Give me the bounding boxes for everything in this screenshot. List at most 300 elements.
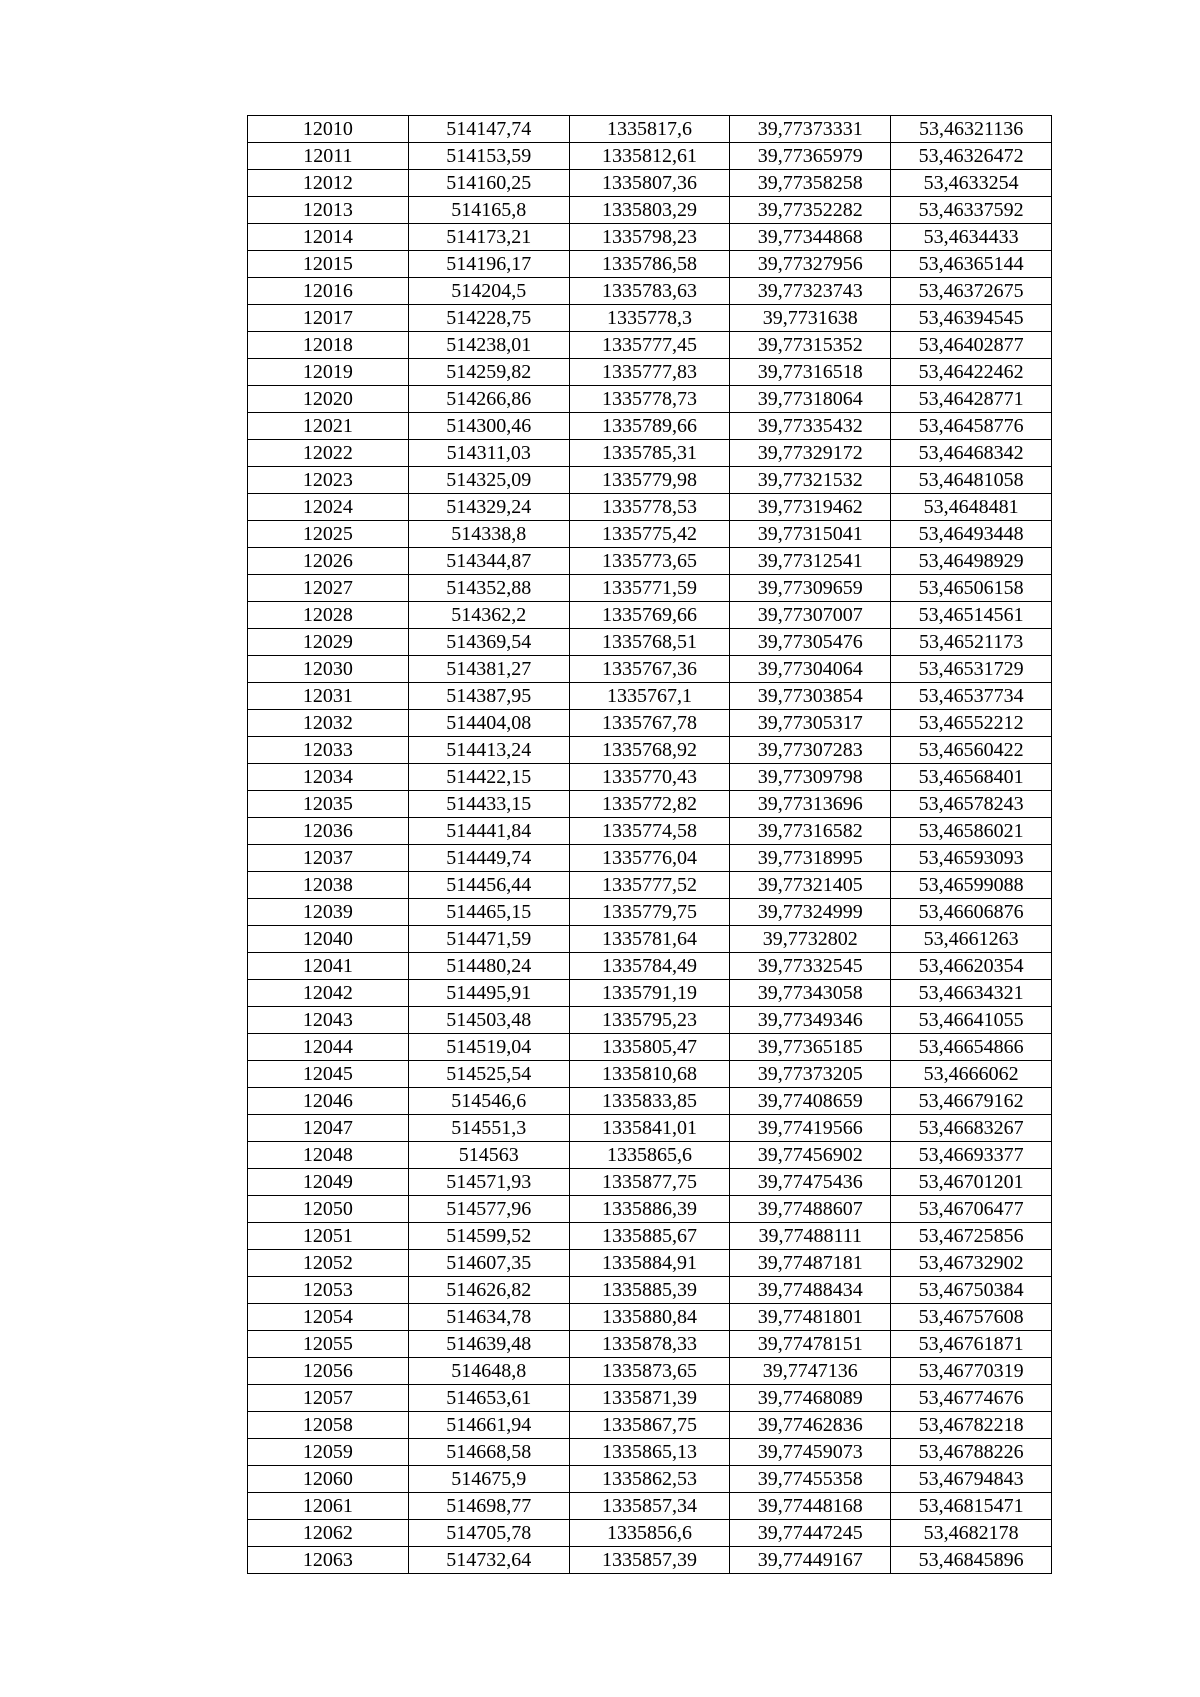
table-row (248, 386, 1052, 413)
latitude-cell: 53,46337592 (891, 197, 1052, 224)
table-row (248, 467, 1052, 494)
x-coordinate-cell: 514329,24 (408, 494, 569, 521)
point-number-cell: 12053 (248, 1277, 409, 1304)
point-number-cell: 12046 (248, 1088, 409, 1115)
latitude-cell: 53,46782218 (891, 1412, 1052, 1439)
longitude-cell: 39,77321532 (730, 467, 891, 494)
table-row (248, 872, 1052, 899)
latitude-cell: 53,46732902 (891, 1250, 1052, 1277)
y-coordinate-cell: 1335857,34 (569, 1493, 730, 1520)
x-coordinate-cell: 514325,09 (408, 467, 569, 494)
x-coordinate-cell: 514495,91 (408, 980, 569, 1007)
longitude-cell: 39,77349346 (730, 1007, 891, 1034)
y-coordinate-cell: 1335865,13 (569, 1439, 730, 1466)
point-number-cell: 12044 (248, 1034, 409, 1061)
point-number-cell: 12038 (248, 872, 409, 899)
latitude-cell: 53,46815471 (891, 1493, 1052, 1520)
table-row (248, 1358, 1052, 1385)
longitude-cell: 39,77478151 (730, 1331, 891, 1358)
y-coordinate-cell: 1335833,85 (569, 1088, 730, 1115)
x-coordinate-cell: 514441,84 (408, 818, 569, 845)
x-coordinate-cell: 514675,9 (408, 1466, 569, 1493)
x-coordinate-cell: 514668,58 (408, 1439, 569, 1466)
point-number-cell: 12017 (248, 305, 409, 332)
x-coordinate-cell: 514465,15 (408, 899, 569, 926)
point-number-cell: 12041 (248, 953, 409, 980)
table-row (248, 764, 1052, 791)
latitude-cell: 53,46521173 (891, 629, 1052, 656)
point-number-cell: 12030 (248, 656, 409, 683)
point-number-cell: 12040 (248, 926, 409, 953)
table-row (248, 1034, 1052, 1061)
longitude-cell: 39,77488434 (730, 1277, 891, 1304)
point-number-cell: 12048 (248, 1142, 409, 1169)
y-coordinate-cell: 1335798,23 (569, 224, 730, 251)
x-coordinate-cell: 514413,24 (408, 737, 569, 764)
longitude-cell: 39,77309659 (730, 575, 891, 602)
x-coordinate-cell: 514433,15 (408, 791, 569, 818)
x-coordinate-cell: 514456,44 (408, 872, 569, 899)
table-row (248, 1196, 1052, 1223)
y-coordinate-cell: 1335767,36 (569, 656, 730, 683)
point-number-cell: 12056 (248, 1358, 409, 1385)
point-number-cell: 12039 (248, 899, 409, 926)
x-coordinate-cell: 514705,78 (408, 1520, 569, 1547)
latitude-cell: 53,4682178 (891, 1520, 1052, 1547)
x-coordinate-cell: 514480,24 (408, 953, 569, 980)
x-coordinate-cell: 514311,03 (408, 440, 569, 467)
point-number-cell: 12014 (248, 224, 409, 251)
y-coordinate-cell: 1335785,31 (569, 440, 730, 467)
y-coordinate-cell: 1335784,49 (569, 953, 730, 980)
longitude-cell: 39,77327956 (730, 251, 891, 278)
x-coordinate-cell: 514563 (408, 1142, 569, 1169)
y-coordinate-cell: 1335773,65 (569, 548, 730, 575)
point-number-cell: 12020 (248, 386, 409, 413)
table-row (248, 197, 1052, 224)
x-coordinate-cell: 514369,54 (408, 629, 569, 656)
latitude-cell: 53,46493448 (891, 521, 1052, 548)
point-number-cell: 12034 (248, 764, 409, 791)
x-coordinate-cell: 514238,01 (408, 332, 569, 359)
y-coordinate-cell: 1335867,75 (569, 1412, 730, 1439)
longitude-cell: 39,77307007 (730, 602, 891, 629)
y-coordinate-cell: 1335812,61 (569, 143, 730, 170)
longitude-cell: 39,77352282 (730, 197, 891, 224)
longitude-cell: 39,77316582 (730, 818, 891, 845)
latitude-cell: 53,4633254 (891, 170, 1052, 197)
x-coordinate-cell: 514503,48 (408, 1007, 569, 1034)
latitude-cell: 53,46514561 (891, 602, 1052, 629)
point-number-cell: 12023 (248, 467, 409, 494)
x-coordinate-cell: 514571,93 (408, 1169, 569, 1196)
table-row (248, 1304, 1052, 1331)
y-coordinate-cell: 1335856,6 (569, 1520, 730, 1547)
table-row (248, 1088, 1052, 1115)
point-number-cell: 12036 (248, 818, 409, 845)
y-coordinate-cell: 1335783,63 (569, 278, 730, 305)
latitude-cell: 53,46394545 (891, 305, 1052, 332)
longitude-cell: 39,77462836 (730, 1412, 891, 1439)
table-row (248, 710, 1052, 737)
y-coordinate-cell: 1335778,73 (569, 386, 730, 413)
longitude-cell: 39,77332545 (730, 953, 891, 980)
table-row (248, 602, 1052, 629)
point-number-cell: 12063 (248, 1547, 409, 1574)
latitude-cell: 53,46402877 (891, 332, 1052, 359)
x-coordinate-cell: 514732,64 (408, 1547, 569, 1574)
latitude-cell: 53,4634433 (891, 224, 1052, 251)
point-number-cell: 12021 (248, 413, 409, 440)
point-number-cell: 12057 (248, 1385, 409, 1412)
latitude-cell: 53,46725856 (891, 1223, 1052, 1250)
longitude-cell: 39,77329172 (730, 440, 891, 467)
longitude-cell: 39,77324999 (730, 899, 891, 926)
y-coordinate-cell: 1335781,64 (569, 926, 730, 953)
table-row (248, 1466, 1052, 1493)
latitude-cell: 53,46498929 (891, 548, 1052, 575)
table-row (248, 656, 1052, 683)
table-row (248, 953, 1052, 980)
longitude-cell: 39,77456902 (730, 1142, 891, 1169)
y-coordinate-cell: 1335779,98 (569, 467, 730, 494)
longitude-cell: 39,77408659 (730, 1088, 891, 1115)
y-coordinate-cell: 1335769,66 (569, 602, 730, 629)
latitude-cell: 53,46683267 (891, 1115, 1052, 1142)
table-row (248, 629, 1052, 656)
latitude-cell: 53,4661263 (891, 926, 1052, 953)
longitude-cell: 39,77449167 (730, 1547, 891, 1574)
latitude-cell: 53,46794843 (891, 1466, 1052, 1493)
y-coordinate-cell: 1335775,42 (569, 521, 730, 548)
point-number-cell: 12028 (248, 602, 409, 629)
longitude-cell: 39,77447245 (730, 1520, 891, 1547)
point-number-cell: 12061 (248, 1493, 409, 1520)
longitude-cell: 39,77309798 (730, 764, 891, 791)
longitude-cell: 39,77319462 (730, 494, 891, 521)
point-number-cell: 12012 (248, 170, 409, 197)
latitude-cell: 53,46365144 (891, 251, 1052, 278)
point-number-cell: 12031 (248, 683, 409, 710)
latitude-cell: 53,4648481 (891, 494, 1052, 521)
table-row (248, 1223, 1052, 1250)
latitude-cell: 53,46701201 (891, 1169, 1052, 1196)
x-coordinate-cell: 514599,52 (408, 1223, 569, 1250)
y-coordinate-cell: 1335878,33 (569, 1331, 730, 1358)
point-number-cell: 12024 (248, 494, 409, 521)
table-row (248, 1412, 1052, 1439)
latitude-cell: 53,46788226 (891, 1439, 1052, 1466)
table-row (248, 1331, 1052, 1358)
x-coordinate-cell: 514228,75 (408, 305, 569, 332)
point-number-cell: 12047 (248, 1115, 409, 1142)
latitude-cell: 53,46706477 (891, 1196, 1052, 1223)
y-coordinate-cell: 1335805,47 (569, 1034, 730, 1061)
y-coordinate-cell: 1335771,59 (569, 575, 730, 602)
y-coordinate-cell: 1335789,66 (569, 413, 730, 440)
x-coordinate-cell: 514196,17 (408, 251, 569, 278)
point-number-cell: 12055 (248, 1331, 409, 1358)
longitude-cell: 39,77315352 (730, 332, 891, 359)
y-coordinate-cell: 1335777,83 (569, 359, 730, 386)
point-number-cell: 12060 (248, 1466, 409, 1493)
point-number-cell: 12018 (248, 332, 409, 359)
longitude-cell: 39,77321405 (730, 872, 891, 899)
table-row (248, 926, 1052, 953)
table-row (248, 737, 1052, 764)
y-coordinate-cell: 1335772,82 (569, 791, 730, 818)
longitude-cell: 39,77305476 (730, 629, 891, 656)
point-number-cell: 12037 (248, 845, 409, 872)
table-row (248, 170, 1052, 197)
y-coordinate-cell: 1335803,29 (569, 197, 730, 224)
x-coordinate-cell: 514153,59 (408, 143, 569, 170)
x-coordinate-cell: 514362,2 (408, 602, 569, 629)
latitude-cell: 53,46428771 (891, 386, 1052, 413)
point-number-cell: 12016 (248, 278, 409, 305)
table-row (248, 899, 1052, 926)
y-coordinate-cell: 1335885,67 (569, 1223, 730, 1250)
latitude-cell: 53,46757608 (891, 1304, 1052, 1331)
y-coordinate-cell: 1335810,68 (569, 1061, 730, 1088)
x-coordinate-cell: 514422,15 (408, 764, 569, 791)
table-row (248, 1520, 1052, 1547)
longitude-cell: 39,7731638 (730, 305, 891, 332)
x-coordinate-cell: 514519,04 (408, 1034, 569, 1061)
point-number-cell: 12050 (248, 1196, 409, 1223)
latitude-cell: 53,46560422 (891, 737, 1052, 764)
x-coordinate-cell: 514381,27 (408, 656, 569, 683)
y-coordinate-cell: 1335884,91 (569, 1250, 730, 1277)
point-number-cell: 12042 (248, 980, 409, 1007)
y-coordinate-cell: 1335786,58 (569, 251, 730, 278)
x-coordinate-cell: 514404,08 (408, 710, 569, 737)
point-number-cell: 12025 (248, 521, 409, 548)
y-coordinate-cell: 1335880,84 (569, 1304, 730, 1331)
longitude-cell: 39,77481801 (730, 1304, 891, 1331)
latitude-cell: 53,46654866 (891, 1034, 1052, 1061)
latitude-cell: 53,46506158 (891, 575, 1052, 602)
x-coordinate-cell: 514525,54 (408, 1061, 569, 1088)
latitude-cell: 53,46634321 (891, 980, 1052, 1007)
point-number-cell: 12029 (248, 629, 409, 656)
x-coordinate-cell: 514352,88 (408, 575, 569, 602)
x-coordinate-cell: 514259,82 (408, 359, 569, 386)
point-number-cell: 12033 (248, 737, 409, 764)
y-coordinate-cell: 1335857,39 (569, 1547, 730, 1574)
table-row (248, 143, 1052, 170)
x-coordinate-cell: 514661,94 (408, 1412, 569, 1439)
x-coordinate-cell: 514387,95 (408, 683, 569, 710)
x-coordinate-cell: 514653,61 (408, 1385, 569, 1412)
point-number-cell: 12062 (248, 1520, 409, 1547)
latitude-cell: 53,4666062 (891, 1061, 1052, 1088)
point-number-cell: 12059 (248, 1439, 409, 1466)
table-row (248, 1250, 1052, 1277)
table-row (248, 1439, 1052, 1466)
longitude-cell: 39,77344868 (730, 224, 891, 251)
longitude-cell: 39,77468089 (730, 1385, 891, 1412)
table-row (248, 1547, 1052, 1574)
table-row (248, 224, 1052, 251)
table-row (248, 305, 1052, 332)
point-number-cell: 12032 (248, 710, 409, 737)
y-coordinate-cell: 1335885,39 (569, 1277, 730, 1304)
y-coordinate-cell: 1335877,75 (569, 1169, 730, 1196)
latitude-cell: 53,46321136 (891, 116, 1052, 143)
point-number-cell: 12051 (248, 1223, 409, 1250)
latitude-cell: 53,46641055 (891, 1007, 1052, 1034)
table-row (248, 494, 1052, 521)
table-row (248, 791, 1052, 818)
y-coordinate-cell: 1335778,53 (569, 494, 730, 521)
x-coordinate-cell: 514266,86 (408, 386, 569, 413)
latitude-cell: 53,46593093 (891, 845, 1052, 872)
x-coordinate-cell: 514577,96 (408, 1196, 569, 1223)
point-number-cell: 12045 (248, 1061, 409, 1088)
table-row (248, 359, 1052, 386)
point-number-cell: 12054 (248, 1304, 409, 1331)
latitude-cell: 53,46750384 (891, 1277, 1052, 1304)
point-number-cell: 12043 (248, 1007, 409, 1034)
latitude-cell: 53,46531729 (891, 656, 1052, 683)
x-coordinate-cell: 514639,48 (408, 1331, 569, 1358)
y-coordinate-cell: 1335807,36 (569, 170, 730, 197)
point-number-cell: 12019 (248, 359, 409, 386)
table-row (248, 548, 1052, 575)
latitude-cell: 53,46693377 (891, 1142, 1052, 1169)
y-coordinate-cell: 1335791,19 (569, 980, 730, 1007)
latitude-cell: 53,46679162 (891, 1088, 1052, 1115)
table-row (248, 1277, 1052, 1304)
point-number-cell: 12010 (248, 116, 409, 143)
table-row (248, 1007, 1052, 1034)
longitude-cell: 39,77448168 (730, 1493, 891, 1520)
table-row (248, 278, 1052, 305)
longitude-cell: 39,77307283 (730, 737, 891, 764)
table-row (248, 251, 1052, 278)
longitude-cell: 39,77318995 (730, 845, 891, 872)
longitude-cell: 39,77304064 (730, 656, 891, 683)
x-coordinate-cell: 514344,87 (408, 548, 569, 575)
y-coordinate-cell: 1335871,39 (569, 1385, 730, 1412)
longitude-cell: 39,7747136 (730, 1358, 891, 1385)
x-coordinate-cell: 514648,8 (408, 1358, 569, 1385)
longitude-cell: 39,77305317 (730, 710, 891, 737)
y-coordinate-cell: 1335817,6 (569, 116, 730, 143)
longitude-cell: 39,77316518 (730, 359, 891, 386)
y-coordinate-cell: 1335795,23 (569, 1007, 730, 1034)
point-number-cell: 12027 (248, 575, 409, 602)
y-coordinate-cell: 1335768,51 (569, 629, 730, 656)
longitude-cell: 39,77315041 (730, 521, 891, 548)
x-coordinate-cell: 514338,8 (408, 521, 569, 548)
latitude-cell: 53,46481058 (891, 467, 1052, 494)
y-coordinate-cell: 1335778,3 (569, 305, 730, 332)
x-coordinate-cell: 514698,77 (408, 1493, 569, 1520)
table-row (248, 1493, 1052, 1520)
coordinates-table (247, 115, 1052, 1574)
y-coordinate-cell: 1335776,04 (569, 845, 730, 872)
longitude-cell: 39,77419566 (730, 1115, 891, 1142)
y-coordinate-cell: 1335841,01 (569, 1115, 730, 1142)
y-coordinate-cell: 1335777,45 (569, 332, 730, 359)
longitude-cell: 39,77365979 (730, 143, 891, 170)
latitude-cell: 53,46568401 (891, 764, 1052, 791)
longitude-cell: 39,77358258 (730, 170, 891, 197)
table-row (248, 1385, 1052, 1412)
latitude-cell: 53,46372675 (891, 278, 1052, 305)
x-coordinate-cell: 514626,82 (408, 1277, 569, 1304)
longitude-cell: 39,77318064 (730, 386, 891, 413)
coordinates-table-body (248, 116, 1052, 1574)
latitude-cell: 53,46770319 (891, 1358, 1052, 1385)
y-coordinate-cell: 1335767,78 (569, 710, 730, 737)
latitude-cell: 53,46620354 (891, 953, 1052, 980)
latitude-cell: 53,46761871 (891, 1331, 1052, 1358)
point-number-cell: 12049 (248, 1169, 409, 1196)
x-coordinate-cell: 514471,59 (408, 926, 569, 953)
longitude-cell: 39,77335432 (730, 413, 891, 440)
longitude-cell: 39,77487181 (730, 1250, 891, 1277)
point-number-cell: 12052 (248, 1250, 409, 1277)
table-row (248, 1115, 1052, 1142)
point-number-cell: 12022 (248, 440, 409, 467)
table-row (248, 980, 1052, 1007)
table-row (248, 521, 1052, 548)
longitude-cell: 39,77365185 (730, 1034, 891, 1061)
longitude-cell: 39,7732802 (730, 926, 891, 953)
longitude-cell: 39,77343058 (730, 980, 891, 1007)
longitude-cell: 39,77303854 (730, 683, 891, 710)
table-row (248, 332, 1052, 359)
latitude-cell: 53,46578243 (891, 791, 1052, 818)
x-coordinate-cell: 514634,78 (408, 1304, 569, 1331)
x-coordinate-cell: 514449,74 (408, 845, 569, 872)
x-coordinate-cell: 514173,21 (408, 224, 569, 251)
y-coordinate-cell: 1335873,65 (569, 1358, 730, 1385)
longitude-cell: 39,77455358 (730, 1466, 891, 1493)
longitude-cell: 39,77488111 (730, 1223, 891, 1250)
x-coordinate-cell: 514160,25 (408, 170, 569, 197)
latitude-cell: 53,46537734 (891, 683, 1052, 710)
table-row (248, 413, 1052, 440)
table-row (248, 1061, 1052, 1088)
point-number-cell: 12013 (248, 197, 409, 224)
longitude-cell: 39,77323743 (730, 278, 891, 305)
table-row (248, 1169, 1052, 1196)
longitude-cell: 39,77459073 (730, 1439, 891, 1466)
x-coordinate-cell: 514147,74 (408, 116, 569, 143)
table-row (248, 1142, 1052, 1169)
x-coordinate-cell: 514546,6 (408, 1088, 569, 1115)
x-coordinate-cell: 514607,35 (408, 1250, 569, 1277)
table-row (248, 575, 1052, 602)
table-row (248, 440, 1052, 467)
point-number-cell: 12026 (248, 548, 409, 575)
point-number-cell: 12058 (248, 1412, 409, 1439)
point-number-cell: 12015 (248, 251, 409, 278)
table-row (248, 845, 1052, 872)
y-coordinate-cell: 1335767,1 (569, 683, 730, 710)
latitude-cell: 53,46599088 (891, 872, 1052, 899)
longitude-cell: 39,77313696 (730, 791, 891, 818)
latitude-cell: 53,46422462 (891, 359, 1052, 386)
x-coordinate-cell: 514204,5 (408, 278, 569, 305)
y-coordinate-cell: 1335777,52 (569, 872, 730, 899)
y-coordinate-cell: 1335865,6 (569, 1142, 730, 1169)
latitude-cell: 53,46552212 (891, 710, 1052, 737)
